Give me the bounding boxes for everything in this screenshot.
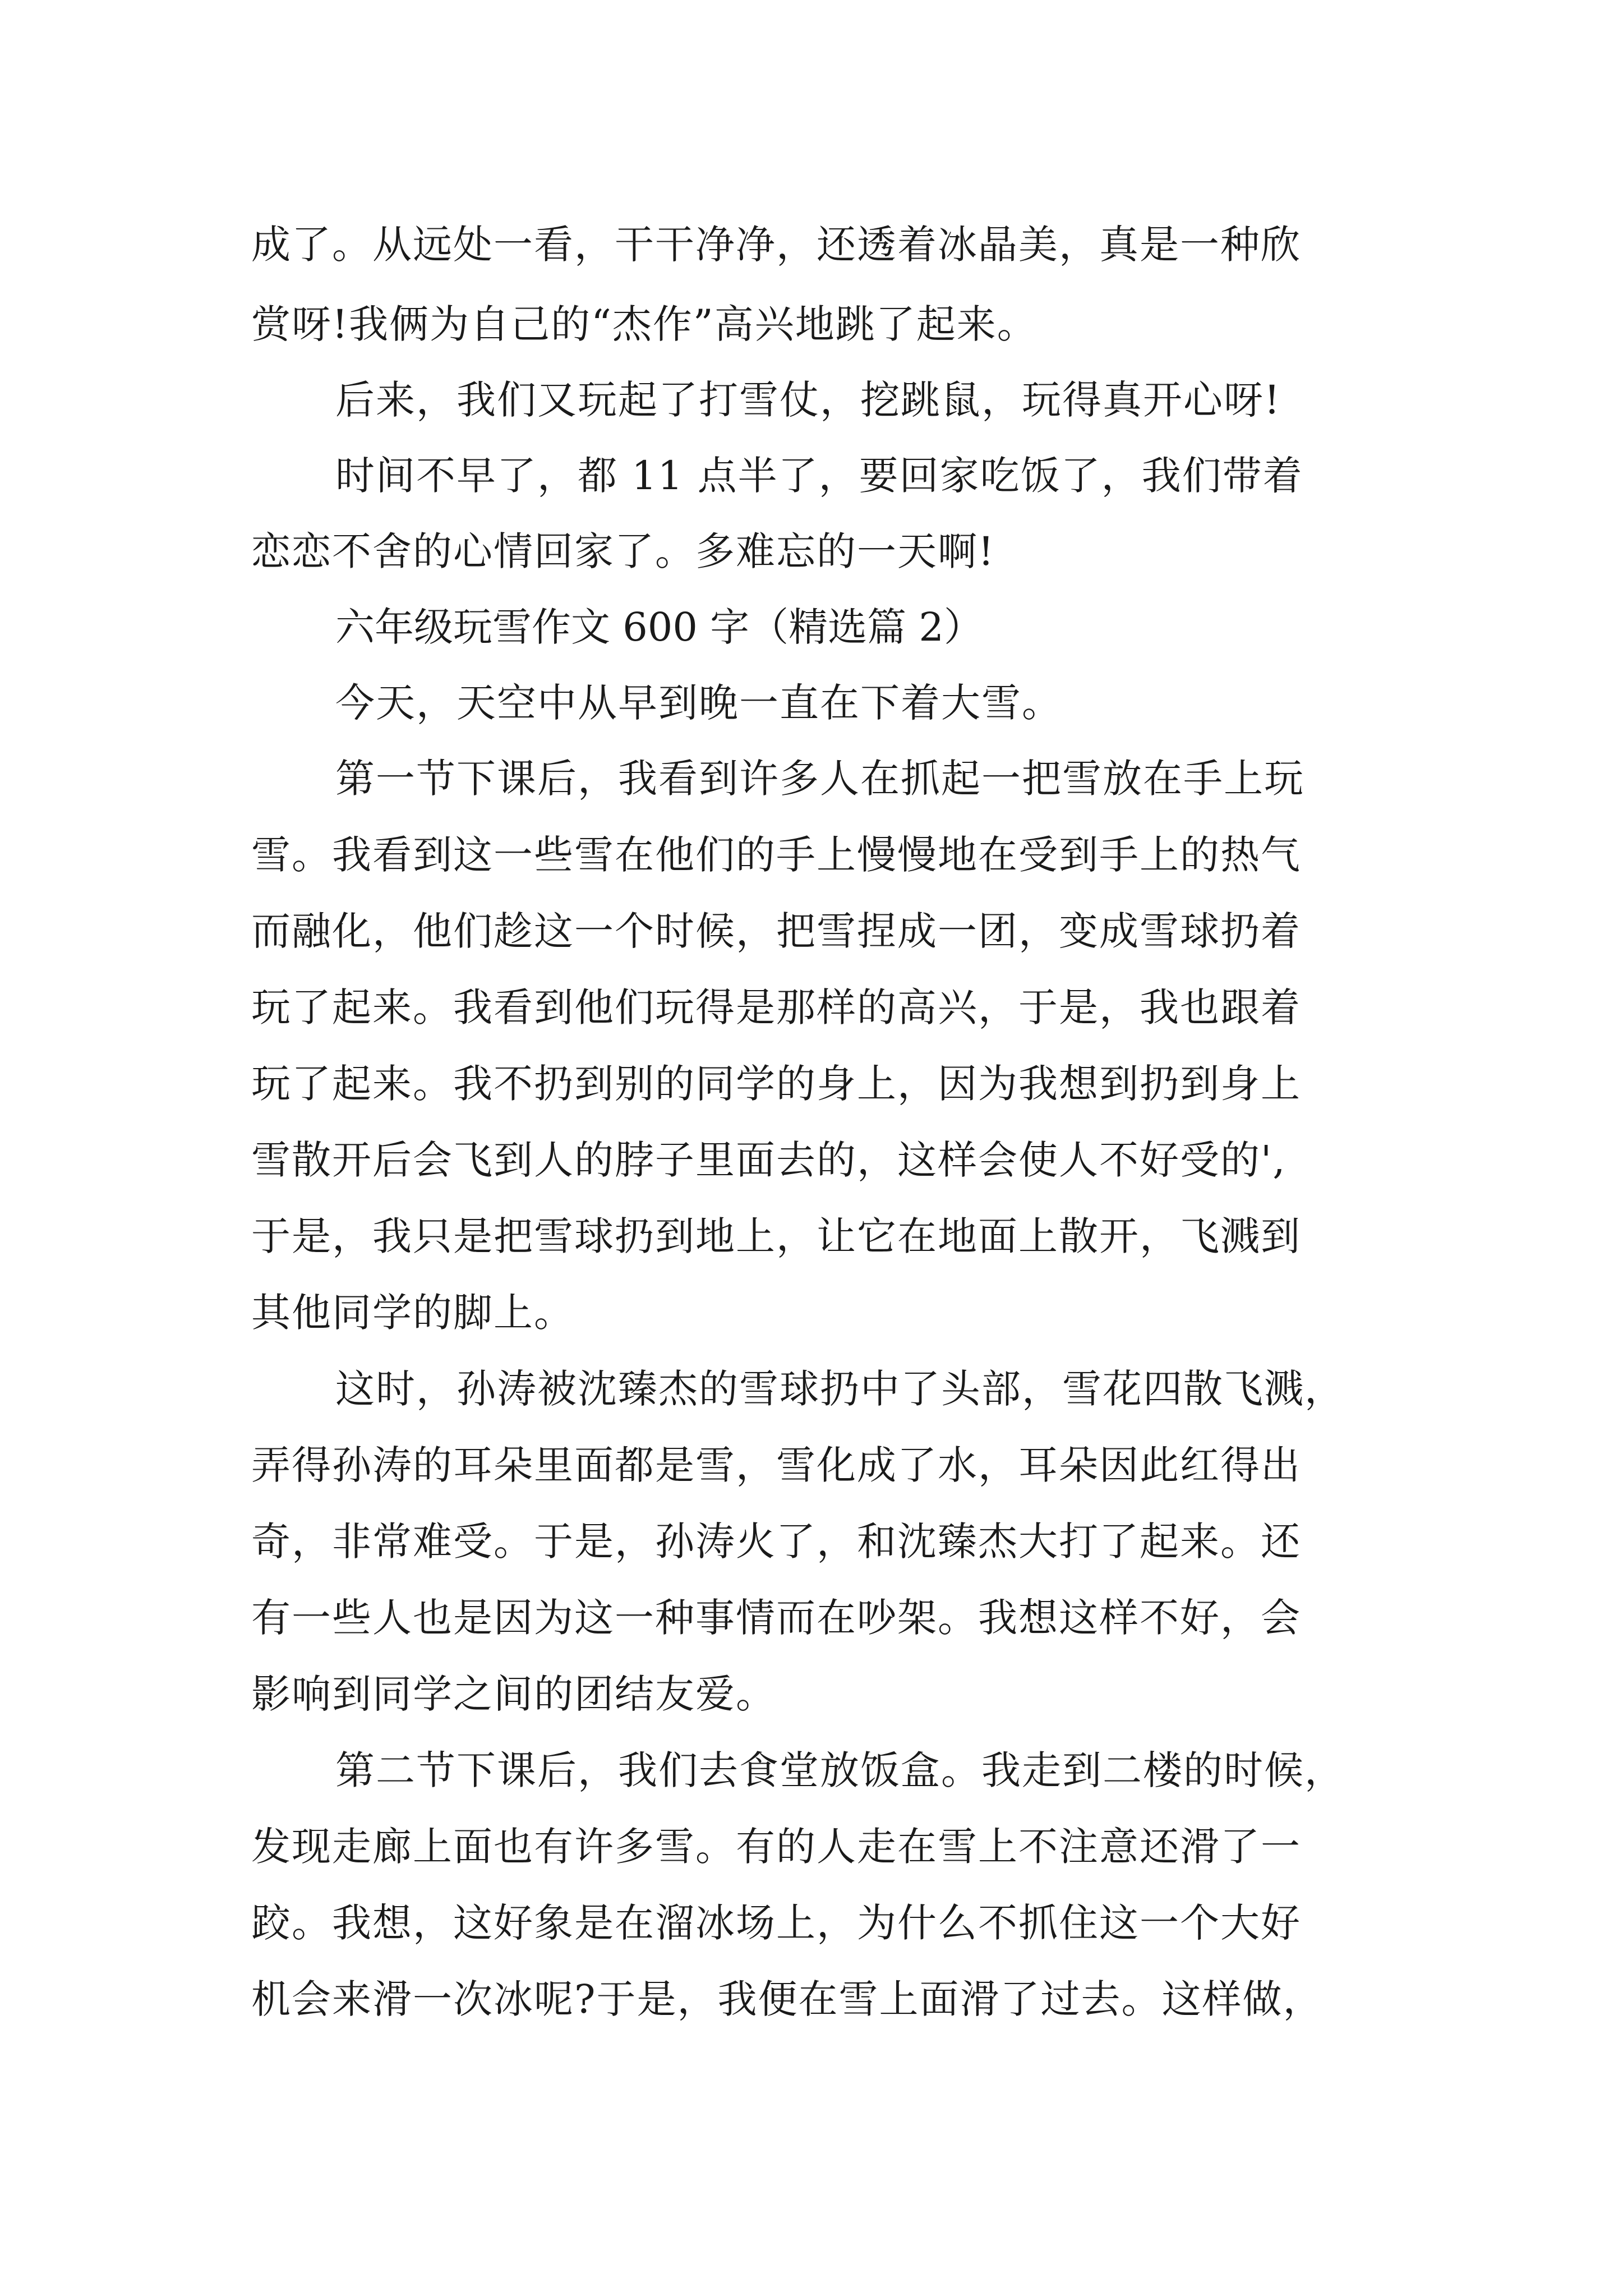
text-line: 恋恋不舍的心情回家了。多难忘的一天啊! [251,528,995,574]
text-line: 今天，天空中从早到晚一直在下着大雪。 [335,680,1062,726]
text-line: 发现走廊上面也有许多雪。有的人走在雪上不注意还滑了一 [251,1824,1301,1870]
text-line: 雪散开后会飞到人的脖子里面去的，这样会使人不好受的', [251,1137,1287,1183]
text-line: 于是，我只是把雪球扔到地上，让它在地面上散开，飞溅到 [251,1213,1301,1259]
text-line: 雪。我看到这一些雪在他们的手上慢慢地在受到手上的热气 [251,832,1301,878]
text-line: 有一些人也是因为这一种事情而在吵架。我想这样不好，会 [251,1595,1301,1641]
text-line: 跤。我想，这好象是在溜冰场上，为什么不抓住这一个大好 [251,1900,1301,1946]
text-line: 这时，孙涛被沈臻杰的雪球扔中了头部，雪花四散飞溅， [335,1366,1345,1412]
section-heading: 六年级玩雪作文 600 字（精选篇 2） [335,604,983,650]
text-line: 玩了起来。我看到他们玩得是那样的高兴，于是，我也跟着 [251,984,1301,1030]
text-line: 时间不早了，都 11 点半了，要回家吃饭了，我们带着 [335,453,1303,499]
text-line: 机会来滑一次冰呢?于是，我便在雪上面滑了过去。这样做， [251,1976,1324,2022]
text-line: 影响到同学之间的团结友爱。 [251,1671,776,1717]
text-line: 玩了起来。我不扔到别的同学的身上，因为我想到扔到身上 [251,1061,1301,1107]
text-line: 而融化，他们趁这一个时候，把雪捏成一团，变成雪球扔着 [251,908,1301,954]
text-line: 奇，非常难受。于是，孙涛火了，和沈臻杰大打了起来。还 [251,1519,1301,1565]
text-line: 弄得孙涛的耳朵里面都是雪，雪化成了水，耳朵因此红得出 [251,1442,1301,1488]
text-line: 后来，我们又玩起了打雪仗，挖跳鼠，玩得真开心呀! [335,377,1281,423]
text-line: 赏呀!我俩为自己的“杰作”高兴地跳了起来。 [251,301,1038,347]
text-line: 第一节下课后，我看到许多人在抓起一把雪放在手上玩 [335,756,1304,802]
text-line: 成了。从远处一看，干干净净，还透着冰晶美，真是一种欣 [251,222,1301,268]
text-line: 第二节下课后，我们去食堂放饭盒。我走到二楼的时候， [335,1747,1345,1793]
text-line: 其他同学的脚上。 [251,1290,574,1336]
